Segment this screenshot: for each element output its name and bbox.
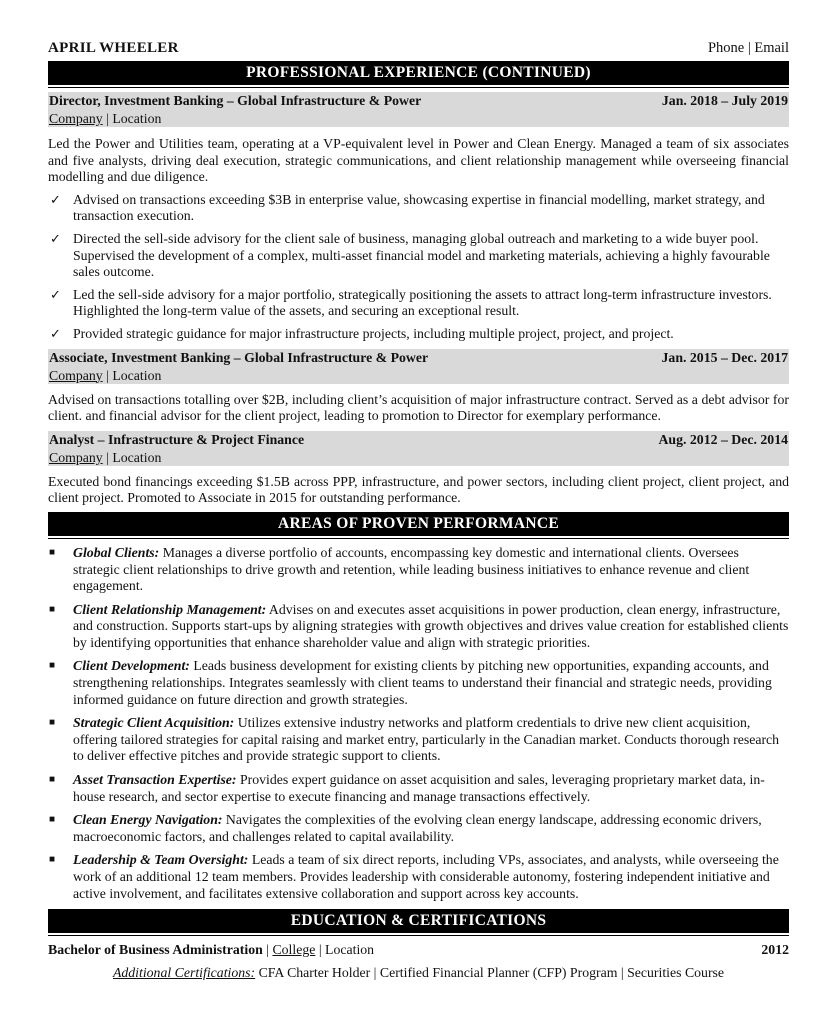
job-location: Location — [112, 111, 162, 126]
performance-section-header-wrap — [48, 512, 789, 539]
list-item: ✓ Provided strategic guidance for major infrastructure projects, including multiple project, project, and project. — [50, 325, 674, 341]
check-icon: ✓ — [50, 230, 61, 246]
graduation-year: 2012 — [761, 942, 789, 958]
check-icon: ✓ — [50, 191, 61, 207]
job-achievements-list — [48, 192, 789, 343]
list-item: ■ Leadership & Team Oversight: Leads a team of six direct reports, including VPs, associates, and analysts, while overseeing the work of an additional 12 team members. Provides leadership with considerable autonomy, fostering independent initiative and active involvement, and facilitates extensive collaboration and support across key accounts. — [49, 852, 779, 901]
job-entry-analyst — [48, 431, 789, 507]
candidate-name: APRIL WHEELER — [48, 40, 179, 56]
header — [48, 40, 789, 61]
performance-list — [48, 545, 789, 902]
job-entry-director — [48, 92, 789, 343]
education-section-header-wrap — [48, 909, 789, 936]
job-summary: Led the Power and Utilities team, operating at a VP-equivalent level in Power and Clean Energy. Managed a team of six associates and five analysts, driving deal execution, strategic communications, and client relationship management while overseeing financial modelling and due diligence. — [48, 136, 789, 185]
degree-name: Bachelor of Business Administration — [48, 942, 263, 958]
job-dates: Jan. 2018 – July 2019 — [661, 93, 788, 108]
square-bullet-icon: ■ — [49, 660, 56, 672]
certifications-list: CFA Charter Holder | Certified Financial Planner (CFP) Program | Securities Course — [255, 965, 725, 981]
job-company-row: Company | Location — [48, 110, 789, 127]
resume-page — [48, 40, 789, 981]
job-company: Company — [49, 111, 103, 126]
job-entry-associate — [48, 349, 789, 425]
job-title-row — [48, 349, 789, 367]
job-dates: Aug. 2012 – Dec. 2014 — [658, 431, 788, 447]
job-title-row — [48, 431, 789, 449]
check-icon: ✓ — [50, 325, 61, 341]
education-entry: Bachelor of Business Administration | College | Location 2012 — [48, 942, 789, 958]
job-title: Analyst – Infrastructure & Project Finance — [49, 431, 305, 447]
list-item: ✓ Advised on transactions exceeding $3B in enterprise value, showcasing expertise in financial modelling, market strategy, and transaction execution. — [50, 191, 765, 224]
contact-info: Phone | Email — [707, 40, 789, 56]
job-summary: Executed bond financings exceeding $1.5B across PPP, infrastructure, and power sectors, including client project, client project, and client project. Promoted to Associate in 2015 for outstanding performance. — [48, 473, 789, 506]
job-location: Location — [112, 367, 162, 383]
job-company-row: Company | Location — [48, 449, 789, 466]
experience-section-header: PROFESSIONAL EXPERIENCE (CONTINUED) — [48, 61, 789, 85]
certifications-label: Additional Certifications: — [112, 965, 256, 981]
college-location: Location — [325, 942, 375, 958]
square-bullet-icon: ■ — [49, 814, 56, 826]
list-item: ■ Asset Transaction Expertise: Provides expert guidance on asset acquisition and sales, leveraging proprietary market data, in-house research, and sector expertise to execute financing and manage transactions effectively. — [49, 772, 765, 804]
square-bullet-icon: ■ — [49, 774, 56, 786]
list-item: ■ Client Development: Leads business development for existing clients by pitching new opportunities, expanding accounts, and strengthening relationships. Integrates seamlessly with client teams to understand their financial and strategic needs, providing informed guidance on future direction and growth strategies. — [49, 658, 772, 707]
list-item: ■ Clean Energy Navigation: Navigates the complexities of the evolving clean energy landscape, addressing economic drivers, macroeconomic factors, and challenges related to capital availability. — [49, 812, 762, 844]
education-section-header: EDUCATION & CERTIFICATIONS — [48, 909, 789, 933]
list-item: ■ Client Relationship Management: Advises on and executes asset acquisitions in power production, clean energy, infrastructure, and construction. Supports start-ups by aligning strategies with growth objectives and drives value creation for established clients by identifying opportunities that enhance shareholder value and align with strategic priorities. — [49, 601, 789, 650]
square-bullet-icon: ■ — [49, 603, 56, 615]
college-name: College — [272, 942, 316, 958]
job-company: Company — [49, 367, 103, 383]
list-item: ✓ Led the sell-side advisory for a major portfolio, strategically positioning the assets to attract long-term infrastructure investors. Highlighted the long-term value of the assets, and securing an exceptional result. — [50, 286, 772, 319]
job-title-row — [48, 92, 789, 110]
list-item: ■ Global Clients: Manages a diverse portfolio of accounts, encompassing key domestic and international clients. Oversees strategic client relationships to drive growth and retention, while leading business initiatives to enhance revenue and client engagement. — [49, 544, 750, 594]
list-item: ✓ Directed the sell-side advisory for the client sale of business, managing global outreach and marketing to a wide buyer pool. Supervised the development of a complex, multi-asset financial model and marketing materials, achieving a highly favourable sales outcome. — [50, 230, 770, 280]
square-bullet-icon: ■ — [49, 717, 56, 729]
job-location: Location — [112, 449, 162, 465]
certifications-row — [48, 965, 789, 981]
square-bullet-icon: ■ — [49, 854, 56, 866]
job-title: Associate, Investment Banking – Global Infrastructure & Power — [49, 349, 429, 365]
check-icon: ✓ — [50, 286, 61, 302]
list-item: ■ Strategic Client Acquisition: Utilizes extensive industry networks and platform credentials to drive new client acquisition, offering tailored strategies for capital raising and market entry, particularly in the Canadian market. Conducts thorough research to deliver effective pitches and provide strategic support to clients. — [49, 715, 780, 764]
square-bullet-icon: ■ — [49, 546, 56, 558]
job-company-row: Company | Location — [48, 367, 789, 384]
job-dates: Jan. 2015 – Dec. 2017 — [661, 349, 788, 365]
job-title: Director, Investment Banking – Global Infrastructure & Power — [49, 93, 422, 108]
job-summary: Advised on transactions totalling over $2B, including client’s acquisition of major infrastructure contract. Served as a debt advisor for client. and financial advisor for the client project, leading to promotion to Director for exemplary performance. — [48, 391, 789, 424]
performance-section-header: AREAS OF PROVEN PERFORMANCE — [48, 512, 789, 536]
job-company: Company — [49, 449, 103, 465]
experience-section-header-wrap — [48, 61, 789, 88]
